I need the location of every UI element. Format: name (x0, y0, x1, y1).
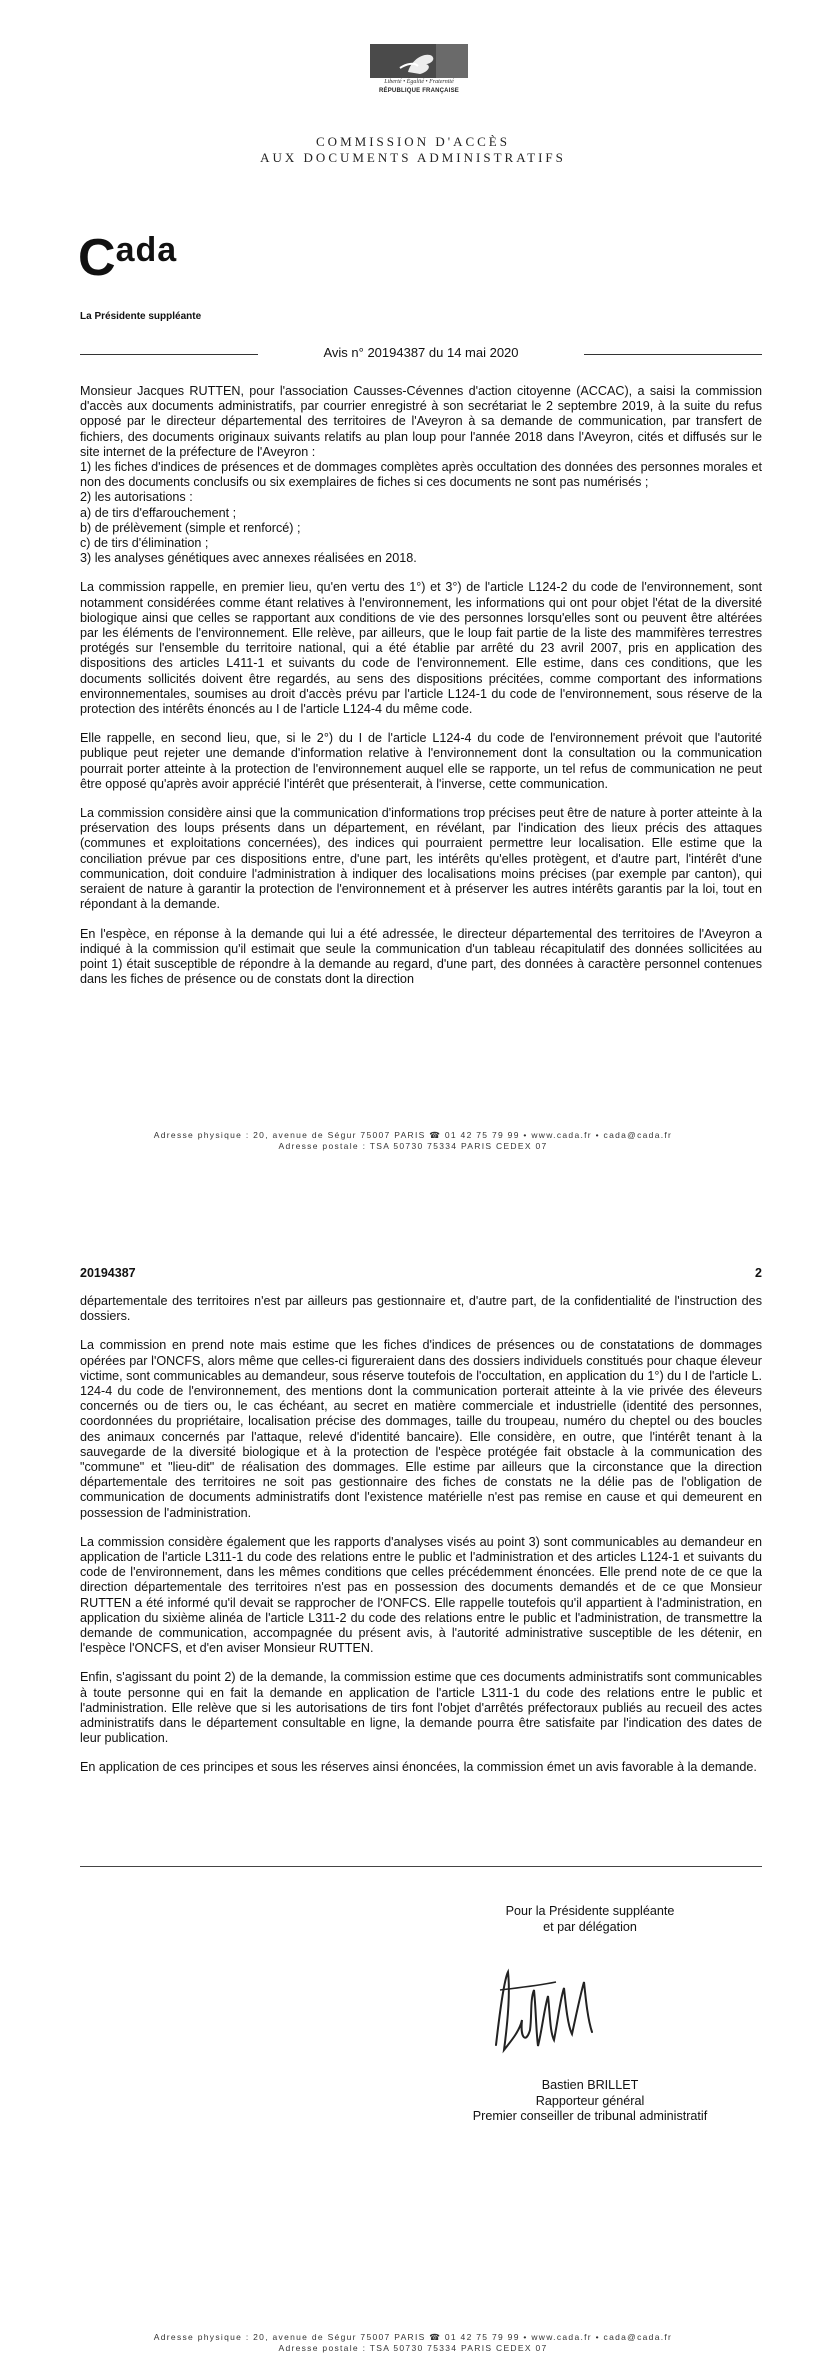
footer-address-physical: Adresse physique : 20, avenue de Ségur 75007 PARIS ☎ 01 42 75 79 99 • www.cada.fr • cada@cada.fr (153, 1130, 673, 1140)
republic-motto: Liberté • Égalité • Fraternité (384, 79, 454, 85)
paragraph-oncfs-fiches: La commission en prend note mais estime que les fiches d'indices de présences ou de constatations de dommages opérées par l'ONCFS, alors même que celles-ci figureraient dans des dossiers individuels constitués pour chaque éleveur victime, sont communicables au demandeur, sous réserve toutefois de l'occultation, en application du 1°) du I de l'article L. 124-4 du code de l'environnement, des mentions dont la communication porterait atteinte à la vie privée des éleveurs concernés ou de tiers ou, le cas échéant, au secret en matière commerciale et industrielle (identité des personnes, coordonnées du propriétaire, localisation précise des dommages, taille du troupeau, numéro du cheptel ou des boucles des animaux concernés par l'attaque, relevé d'identité bancaire). Elle considère, en outre, que l'intérêt tenant à la sauvegarde de la diversité biologique et à la protection de l'espèce protégée fait obstacle à la communication des "commune" et "lieu-dit" de réalisation des dommages. Elle estime par ailleurs que la circonstance que la direction départementale des territoires ne soit pas gestionnaire des fiches de constats ne la délie pas de l'obligation de communication de documents administratifs dont l'existence matérielle n'est pas remise en cause et qui demeurent en possession de l'administration. (80, 1338, 762, 1520)
signature-separator (80, 1866, 762, 1867)
avis-rule-right (584, 354, 762, 355)
request-item-2b: b) de prélèvement (simple et renforcé) ; (80, 520, 301, 535)
paragraph-first-point: La commission rappelle, en premier lieu, qu'en vertu des 1°) et 3°) de l'article L124-2 du code de l'environnement, sont notamment considérées comme étant relatives à l'environnement, les informations qui ont pour objet l'état de la diversité biologique ainsi que celles se rapportant aux conditions de vie des personnes lorsqu'elles sont ou peuvent être altérées par les éléments de l'environnement. Elle relève, par ailleurs, que le loup fait partie de la liste des mammifères terrestres protégés sur l'ensemble du territoire national, qui a été établie par arrêté du 23 avril 2007, pris en application des dispositions des articles L411-1 et suivants du code de l'environnement. Elle estime, dans ces conditions, que les documents sollicités doivent être regardés, au sens des dispositions précitées, comme comportant des informations environnementales, soumises au droit d'accès prévu par l'article L124-1 du code de l'environnement, sous réserve de la protection des intérêts énoncés au I de l'article L124-4 du même code. (80, 580, 762, 717)
page2-reference: 20194387 (80, 1266, 136, 1280)
request-item-2a: a) de tirs d'effarouchement ; (80, 505, 237, 520)
page2-number: 2 (755, 1266, 762, 1280)
cada-logo-ada: ada (115, 231, 178, 269)
republic-name: RÉPUBLIQUE FRANÇAISE (378, 88, 459, 94)
request-item-2: 2) les autorisations : (80, 490, 193, 505)
paragraph-second-point: Elle rappelle, en second lieu, que, si le 2°) du I de l'article L124-4 du code de l'environnement prévoit que l'autorité publique peut rejeter une demande d'information relative à l'environnement dont la consultation ou la communication pourrait porter atteinte à la protection de l'environnement auquel elle se rapporte, un tel refus de communication ne peut être opposé qu'après avoir apprécié l'intérêt que présenterait, à l'inverse, cette communication. (80, 731, 762, 791)
handwritten-signature (486, 1960, 626, 2070)
marianne-logo (370, 44, 468, 100)
paragraph-continuation: départementale des territoires n'est par ailleurs pas gestionnaire et, d'autre part, de la confidentialité de l'instruction des dossiers. (80, 1294, 762, 1324)
request-item-1: 1) les fiches d'indices de présences et de dommages complètes après occultation des données des personnes morales et non des documents conclusifs ou six exemplaires de fiches si ces documents ne sont pas numérisés ; (80, 460, 762, 490)
presidente-label: La Présidente suppléante (80, 311, 202, 322)
paragraph-autorisations: Enfin, s'agissant du point 2) de la demande, la commission estime que ces documents administratifs sont communicables à toute personne qui en fait la demande en application de l'article L311-1 du code des relations entre le public et l'administration. Elle relève que si les autorisations de tirs font l'objet d'arrêtés préfectoraux publiés au recueil des actes administratifs dans le département consultable en ligne, la demande pourra être satisfaite par l'indication des dates de leur publication. (80, 1670, 762, 1746)
commission-title-line1: COMMISSION D'ACCÈS (316, 134, 510, 149)
delegation-block (420, 1904, 760, 1935)
request-item-2c: c) de tirs d'élimination ; (80, 536, 209, 551)
page1-footer (0, 1130, 826, 1152)
signer-role: Premier conseiller de tribunal administratif (472, 2109, 708, 2123)
page2-footer (0, 2332, 826, 2354)
footer-address-physical: Adresse physique : 20, avenue de Ségur 75007 PARIS ☎ 01 42 75 79 99 • www.cada.fr • cada@cada.fr (153, 2332, 673, 2342)
footer-address-postal: Adresse postale : TSA 50730 75334 PARIS CEDEX 07 (278, 2343, 548, 2353)
paragraph-espece: En l'espèce, en réponse à la demande qui lui a été adressée, le directeur départemental des territoires de l'Aveyron a indiqué à la commission qu'il estimait que seule la communication d'un tableau récapitulatif des données sollicitées au point 1) était susceptible de répondre à la demande au regard, d'une part, des données à caractère personnel contenues dans les fiches de présence ou de constats dont la direction (80, 926, 762, 987)
avis-title: Avis n° 20194387 du 14 mai 2020 (323, 345, 519, 360)
page2-body (80, 1294, 762, 1790)
cada-logo-c: C (78, 229, 116, 287)
commission-title-line2: AUX DOCUMENTS ADMINISTRATIFS (260, 150, 566, 165)
page1-body (80, 384, 762, 1001)
footer-address-postal: Adresse postale : TSA 50730 75334 PARIS CEDEX 07 (278, 1141, 548, 1151)
paragraph-request (80, 384, 762, 566)
signer-title: Rapporteur général (535, 2093, 645, 2108)
paragraph-conclusion: En application de ces principes et sous les réserves ainsi énoncées, la commission émet un avis favorable à la demande. (80, 1760, 757, 1775)
page-2 (0, 1180, 826, 2362)
delegation-line1: Pour la Présidente suppléante (505, 1904, 675, 1918)
request-intro: Monsieur Jacques RUTTEN, pour l'association Causses-Cévennes d'action citoyenne (ACCAC), a saisi la commission d'accès aux documents administratifs, par courrier enregistré à son secrétariat le 2 septembre 2019, à la suite du refus opposé par le directeur départemental des territoires de l'Aveyron à sa demande de communication, par transfert de fichiers, des documents originaux suivants relatifs au plan loup pour l'année 2018 dans l'Aveyron, cités et diffusés sur le site internet de la préfecture de l'Aveyron : (80, 384, 762, 459)
avis-heading (80, 344, 762, 364)
signer-block (420, 2078, 760, 2125)
delegation-line2: et par délégation (543, 1919, 637, 1934)
request-item-3: 3) les analyses génétiques avec annexes réalisées en 2018. (80, 551, 417, 566)
cada-logo (78, 228, 177, 288)
marianne-flag-icon (370, 44, 468, 78)
paragraph-conciliation: La commission considère ainsi que la communication d'informations trop précises peut être de nature à porter atteinte à la préservation des loups présents dans un département, en révélant, par l'indication des lieux précis des attaques (communes et exploitations concernées), des indices qui pourraient permettre leur localisation. Elle estime que la conciliation prévue par ces dispositions entre, d'une part, les intérêts qu'elles protègent, et d'autre part, l'intérêt d'une communication, doit conduire l'administration à indiquer des localisations moins précises (par exemple par canton), qui seraient de nature à garantir la protection de l'environnement et à préserver les autres intérêts garantis par la loi, tout en répondant à la demande. (80, 806, 762, 912)
signer-name: Bastien BRILLET (541, 2078, 639, 2092)
page-1 (0, 0, 826, 1180)
paragraph-analyses: La commission considère également que les rapports d'analyses visés au point 3) sont communicables au demandeur en application de l'article L311-1 du code des relations entre le public et l'administration et des articles L124-1 et suivants du code de l'environnement, dans les mêmes conditions que celles précédemment énoncées. Elle prend note de ce que la direction départementale des territoires n'est pas en possession des documents demandés et de ce que Monsieur RUTTEN a été informé qu'il devait se rapprocher de l'ONFCS. Elle rappelle toutefois qu'il appartient à l'administration, en application du sixième alinéa de l'article L311-2 du code des relations entre le public et l'administration, de transmettre la demande de communication, accompagnée du présent avis, à l'autorité administrative susceptible de les détenir, en l'espèce l'ONCFS, et d'en aviser Monsieur RUTTEN. (80, 1534, 762, 1656)
